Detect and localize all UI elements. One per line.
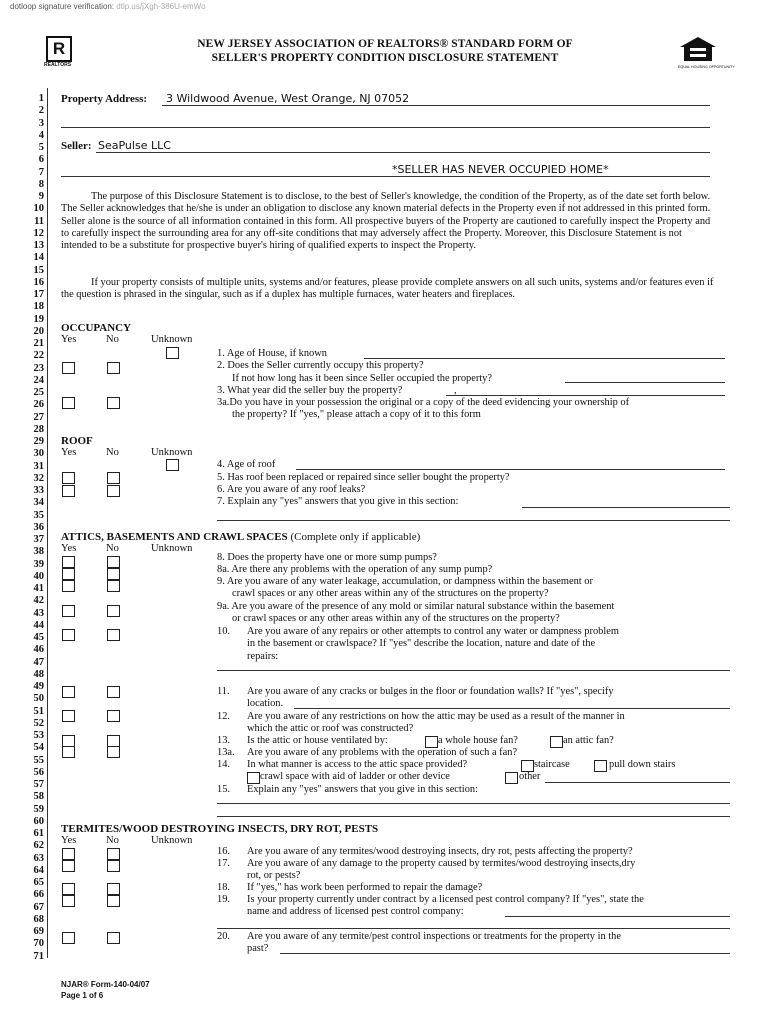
verification-line [10,2,206,11]
line-number: 45 [33,632,44,643]
q12-text-2: which the attic or roof was constructed? [247,723,414,734]
termites-col-unknown: Unknown [151,835,193,846]
termites-col-yes: Yes [61,835,77,846]
q8-text: 8. Does the property have one or more sump pumps? [217,552,437,563]
q14-option-1: staircase [534,759,570,770]
q14-other-checkbox[interactable] [505,772,518,784]
attics-heading-text: ATTICS, BASEMENTS AND CRAWL SPACES [61,531,288,543]
roof-heading: ROOF [61,435,93,447]
q4-field[interactable] [296,469,725,470]
q20-yes-checkbox[interactable] [62,932,75,944]
q12-no-checkbox[interactable] [107,710,120,722]
q11-text: Are you aware of any cracks or bulges in the floor or foundation walls? If "yes", specify [247,686,614,697]
q19-field-2[interactable] [217,928,730,929]
q11-no-checkbox[interactable] [107,686,120,698]
q6-text: 6. Are you aware of any roof leaks? [217,484,366,495]
line-number: 38 [33,546,44,558]
q14-number: 14. [217,759,230,770]
col-unknown: Unknown [151,334,193,345]
line-number: 9 [38,191,44,202]
q13-number: 13. [217,735,230,746]
q20-field[interactable] [280,953,730,954]
realtor-text: REALTORS [44,62,72,68]
line-number: 8 [38,178,44,190]
q1-text: 1. Age of House, if known [217,348,327,359]
q14-text: In what manner is access to the attic space provided? [247,759,468,770]
q10-no-checkbox[interactable] [107,629,120,641]
line-number: 37 [33,534,44,545]
line-number: 69 [33,926,44,937]
q19-text-2: name and address of licensed pest control company: [247,906,464,917]
form-number: NJAR® Form-140-04/07 [61,980,150,989]
line-number: 14 [33,252,44,264]
line-number: 21 [33,338,44,349]
q9-no-checkbox[interactable] [107,580,120,592]
q10-field[interactable] [217,670,730,671]
q9-yes-checkbox[interactable] [62,580,75,592]
line-number: 19 [33,313,44,325]
line-number: 32 [33,472,44,484]
q3a-text: 3a.Do you have in your possession the original or a copy of the deed evidencing your ownership of [217,397,630,408]
line-number: 43 [33,607,44,619]
verification-label: dotloop signature verification: [10,2,115,11]
verification-url[interactable]: dtlp.us/jXgh-386U-emWo [116,2,206,11]
q14-crawl-space-checkbox[interactable] [247,772,260,784]
q17-text: Are you aware of any damage to the property caused by termites/wood destroying insects,dry [247,858,636,869]
termites-col-no: No [106,835,119,846]
line-number: 1 [38,93,44,104]
intro-paragraph-2: If your property consists of multiple units, systems and/or features, please provide complete answers on all such units, systems and/or features even if the question is phrased in the singular, such as if a duplex has multiple furnaces, water heaters and fireplaces. [61,277,714,301]
q1-unknown-checkbox[interactable] [166,347,179,359]
line-number: 36 [33,521,44,533]
line-number: 34 [33,497,44,509]
line-number: 7 [38,166,44,178]
q17-text-2: rot, or pests? [247,870,301,881]
seller-field[interactable] [96,152,710,153]
form-title-line2: SELLER'S PROPERTY CONDITION DISCLOSURE STATEMENT [211,52,559,64]
line-number: 53 [33,730,44,741]
q4-text: 4. Age of roof [217,459,276,470]
q12-yes-checkbox[interactable] [62,710,75,722]
q16-yes-checkbox[interactable] [62,848,75,860]
line-number: 10 [33,203,44,215]
q11-yes-checkbox[interactable] [62,686,75,698]
attics-heading [61,531,420,543]
line-number: 13 [33,240,44,251]
line-number: 31 [33,460,44,472]
q8-no-checkbox[interactable] [107,556,120,568]
roof-col-unknown: Unknown [151,447,193,458]
attics-heading-note: (Complete only if applicable) [290,531,421,543]
line-number: 5 [38,142,44,153]
intro-paragraph-1: The purpose of this Disclosure Statement is to disclose, to the best of Seller's knowledge, the condition of the Property, as of the date set forth below. The Seller acknowledges that he/she is under an obligation to disclose any known material defects in the Property even if not addressed in this printed form. Seller alone is the source of all information contained in this form. All prospective buyers of the Property are cautioned to carefully inspect the Property and to carefully inspect the surrounding area for any off-site conditions that may adversely affect the Property. Moreover, this Disclosure Statement is not intended to be a substitute for prospective buyer's hiring of qualified experts to inspect the Property. [61,191,711,252]
seller-field-2[interactable] [61,176,710,177]
line-number: 20 [33,325,44,337]
line-number: 64 [33,864,44,876]
line-number: 26 [33,399,44,411]
realtor-mark: R [52,39,66,58]
q13a-no-checkbox[interactable] [107,746,120,758]
line-number: 66 [33,889,44,901]
q16-text: Are you aware of any termites/wood destroying insects, dry rot, pests affecting the property? [247,846,633,857]
q3a-no-checkbox[interactable] [107,397,120,409]
q17-yes-checkbox[interactable] [62,860,75,872]
line-number: 23 [33,362,44,374]
line-number: 55 [33,754,44,766]
q13-text: Is the attic or house ventilated by: [247,735,388,746]
line-number: 52 [33,717,44,729]
q9-text: 9. Are you aware of any water leakage, accumulation, or dampness within the basement or [217,576,593,587]
q13a-yes-checkbox[interactable] [62,746,75,758]
line-number: 40 [33,570,44,582]
line-number: 56 [33,766,44,778]
q9-text-2: crawl spaces or any other areas within any of the structures on the property? [232,588,549,599]
attics-col-yes: Yes [61,543,77,554]
q11-text-2: location. [247,698,284,709]
line-number: 47 [33,656,44,668]
q13a-number: 13a. [217,747,235,758]
line-number: 44 [33,619,44,631]
equal-housing-text: EQUAL HOUSING OPPORTUNITY [678,65,735,69]
line-number: 70 [33,938,44,950]
property-address-label: Property Address: [61,93,148,105]
q16-number: 16. [217,846,230,857]
col-yes: Yes [61,334,77,345]
q15-text: Explain any "yes" answers that you give in this section: [247,784,478,795]
q14-option-4: other [519,771,541,782]
q20-text: Are you aware of any termite/pest control inspections or treatments for the property in the [247,931,621,942]
q12-text: Are you aware of any restrictions on how the attic may be used as a result of the manner in [247,711,625,722]
q7-field-2[interactable] [217,520,730,521]
line-number: 71 [33,950,44,962]
line-number: 65 [33,877,44,888]
q3a-yes-checkbox[interactable] [62,397,75,409]
q13-option-2: an attic fan? [563,735,614,746]
q18-no-checkbox[interactable] [107,883,120,895]
q19-no-checkbox[interactable] [107,895,120,907]
line-number: 25 [33,387,44,398]
q19-field[interactable] [505,916,730,917]
line-number: 54 [33,742,44,754]
seller-note[interactable]: *SELLER HAS NEVER OCCUPIED HOME* [392,163,609,176]
line-number: 29 [33,436,44,447]
line-number: 15 [33,264,44,276]
roof-col-yes: Yes [61,447,77,458]
line-number: 61 [33,828,44,839]
line-number: 67 [33,901,44,913]
q12-number: 12. [217,711,230,722]
q8a-text: 8a. Are there any problems with the operation of any sump pump? [217,564,493,575]
q2-no-checkbox[interactable] [107,362,120,374]
q14-pull-down-checkbox[interactable] [594,760,607,772]
q9a-yes-checkbox[interactable] [62,605,75,617]
q5-text: 5. Has roof been replaced or repaired since seller bought the property? [217,472,510,483]
line-number: 2 [38,105,44,117]
q20-text-2: past? [247,943,269,954]
line-number: 57 [33,779,44,790]
q14-option-2: pull down stairs [609,759,676,770]
line-number: 12 [33,227,44,239]
q14-option-3: crawl space with aid of ladder or other device [260,771,450,782]
q6-yes-checkbox[interactable] [62,485,75,497]
q9a-text-2: or crawl spaces or any other areas within any of the structures on the property? [232,613,560,624]
occupancy-heading: OCCUPANCY [61,322,132,334]
q7-field[interactable] [522,507,730,508]
q11-field[interactable] [294,708,730,709]
page-number: Page 1 of 6 [61,991,104,1000]
q3-mark: , [454,385,457,396]
q10-text-3: repairs: [247,651,279,662]
line-number: 6 [38,154,44,166]
q4-unknown-checkbox[interactable] [166,459,179,471]
q15-field[interactable] [217,803,730,804]
q2b-text: If not how long has it been since Seller occupied the property? [232,373,492,384]
q17-number: 17. [217,858,230,869]
q20-no-checkbox[interactable] [107,932,120,944]
q3-text: 3. What year did the seller buy the property? [217,385,403,396]
q20-number: 20. [217,931,230,942]
line-number: 17 [33,289,44,300]
q10-text-2: in the basement or crawlspace? If "yes" describe the location, nature and date of the [247,638,596,649]
line-number: 58 [33,791,44,803]
q8a-no-checkbox[interactable] [107,568,120,580]
line-number: 27 [33,411,44,423]
line-number: 59 [33,803,44,815]
line-number: 18 [33,301,44,313]
attics-col-unknown: Unknown [151,543,193,554]
property-address-field-2[interactable] [61,127,710,128]
line-number: 28 [33,423,44,435]
line-number: 63 [33,852,44,864]
line-number: 60 [33,815,44,827]
line-number: 24 [33,374,44,386]
q6-no-checkbox[interactable] [107,485,120,497]
line-number: 33 [33,485,44,496]
q10-yes-checkbox[interactable] [62,629,75,641]
margin-rule [47,88,48,958]
q8a-yes-checkbox[interactable] [62,568,75,580]
line-number: 22 [33,350,44,362]
line-number: 3 [38,117,44,129]
line-number: 16 [33,276,44,288]
attics-col-no: No [106,543,119,554]
line-number: 30 [33,448,44,460]
q19-text: Is your property currently under contract by a licensed pest control company? If "yes", state the [247,894,644,905]
termites-heading: TERMITES/WOOD DESTROYING INSECTS, DRY ROT, PESTS [61,823,379,835]
line-number: 48 [33,668,44,680]
q2-text: 2. Does the Seller currently occupy this property? [217,360,424,371]
q15-number: 15. [217,784,230,795]
property-address-field[interactable] [162,105,710,106]
line-number: 49 [33,681,44,692]
seller-value[interactable]: SeaPulse LLC [98,139,171,152]
q10-number: 10. [217,626,230,637]
q2-yes-checkbox[interactable] [62,362,75,374]
line-number: 68 [33,913,44,925]
q5-yes-checkbox[interactable] [62,472,75,484]
q15-field-2[interactable] [217,816,730,817]
property-address-value[interactable]: 3 Wildwood Avenue, West Orange, NJ 07052 [166,92,410,105]
q17-no-checkbox[interactable] [107,860,120,872]
line-number: 35 [33,509,44,521]
line-number: 42 [33,595,44,607]
line-number: 62 [33,840,44,852]
q8-yes-checkbox[interactable] [62,556,75,568]
q10-text: Are you aware of any repairs or other attempts to control any water or dampness problem [247,626,619,637]
q19-yes-checkbox[interactable] [62,895,75,907]
line-number: 51 [33,705,44,717]
q2b-field[interactable] [565,382,725,383]
q9a-no-checkbox[interactable] [107,605,120,617]
form-title-line1: NEW JERSEY ASSOCIATION OF REALTORS® STANDARD FORM OF [197,38,573,50]
q9a-text: 9a. Are you aware of the presence of any mold or similar natural substance within the basement [217,601,615,612]
q3-field[interactable] [446,395,725,396]
q16-no-checkbox[interactable] [107,848,120,860]
q13a-text: Are you aware of any problems with the operation of such a fan? [247,747,518,758]
q7-text: 7. Explain any "yes" answers that you give in this section: [217,496,459,507]
seller-label: Seller: [61,140,92,152]
q13-attic-fan-checkbox[interactable] [550,736,563,748]
line-number: 46 [33,644,44,656]
q11-number: 11. [217,686,230,697]
q18-yes-checkbox[interactable] [62,883,75,895]
q14-other-field[interactable] [545,782,730,783]
q3a-text-2: the property? If "yes," please attach a copy of it to this form [232,409,481,420]
line-number: 4 [38,129,44,141]
q18-number: 18. [217,882,230,893]
line-number: 50 [33,693,44,705]
line-number: 39 [33,558,44,570]
q5-no-checkbox[interactable] [107,472,120,484]
col-no: No [106,334,119,345]
line-number: 41 [33,583,44,594]
q13-option-1: a whole house fan? [438,735,518,746]
q19-number: 19. [217,894,230,905]
q18-text: If "yes," has work been performed to repair the damage? [247,882,483,893]
q1-field[interactable] [364,358,725,359]
line-number: 11 [34,215,44,227]
roof-col-no: No [106,447,119,458]
